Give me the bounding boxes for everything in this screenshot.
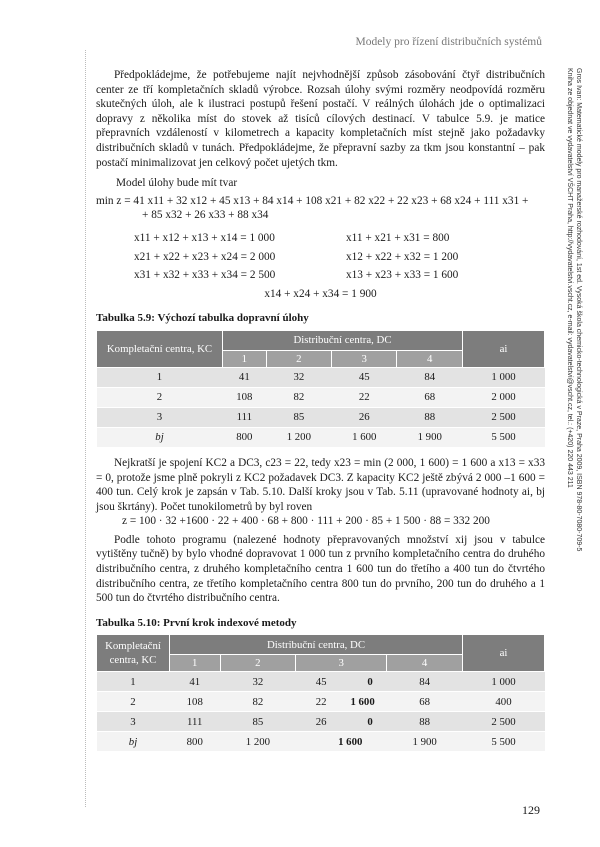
side-copyright-note <box>565 68 583 551</box>
table-cell: 68 <box>397 387 463 407</box>
running-header: Modely pro řízení distribučních systémů <box>355 36 542 48</box>
table-cell: 84 <box>397 367 463 387</box>
constraint: x11 + x21 + x31 = 800 <box>346 231 450 244</box>
row-label: 1 <box>97 672 170 692</box>
row-label: 2 <box>97 387 223 407</box>
constraint: x11 + x12 + x13 + x14 = 1 000 <box>134 231 275 244</box>
table-5-9 <box>96 330 545 448</box>
cost-value: 26 <box>315 715 327 728</box>
objective-line-1: min z = 41 x11 + 32 x12 + 45 x13 + 84 x14 + 108 x21 + 82 x22 + 22 x23 + 68 x24 + 111 x31 + <box>96 194 529 207</box>
table-cell: 1 900 <box>397 427 463 447</box>
table-cell: 1 200 <box>220 732 296 752</box>
constraints-grid <box>96 231 545 283</box>
row-label: 3 <box>97 407 223 427</box>
constraint: x13 + x23 + x33 = 1 600 <box>346 269 459 282</box>
dc-col-header: 2 <box>220 655 296 672</box>
table-5-10 <box>96 634 545 752</box>
table-cell: 82 <box>220 692 296 712</box>
table-cell: 41 <box>170 672 221 692</box>
table-row <box>97 732 545 752</box>
constraint: x21 + x22 + x23 + x24 = 2 000 <box>134 250 276 263</box>
row-label: 3 <box>97 712 170 732</box>
bj-label: bj <box>128 735 138 748</box>
table-cell: 32 <box>220 672 296 692</box>
table-row <box>97 712 545 732</box>
ai-cell: 2 500 <box>463 407 545 427</box>
table-cell: 88 <box>397 407 463 427</box>
table-cell: 41 <box>223 367 267 387</box>
intro-paragraph: Předpokládejme, že potřebujeme najít nejvhodnější způsob zásobování čtyř distribučních center ze tří kompletačních skladů výrobce. Rozsah úlohy svými rozměry neodpovídá rozměru skutečných úloh, ale k ilustraci postupů řešení postačí. V reálných úlohách jde o optimalizaci dopravy z několika míst do stovek až tisíců cílových destinací. V tabulce 5.9. je matice přepravních vzdáleností v kilometrech a kapacity kompletačních míst stejně jako požadavky distribučních skladů v tunách. Předpokládejme, že přepravní sazby za tkm jsou konstantní – pak postačí minimalizovat jen celkový počet ujetých tkm. <box>96 69 545 169</box>
table-cell: 84 <box>387 672 463 692</box>
table-cell: 800 <box>170 732 221 752</box>
dc-col-header: 2 <box>266 350 331 367</box>
table-cell: 800 <box>223 427 267 447</box>
table-cell: 111 <box>223 407 267 427</box>
formula-z: z = 100 · 32 +1600 · 22 + 400 · 68 + 800 · 111 + 200 · 85 + 1 500 · 88 = 332 200 <box>122 515 490 528</box>
table-cell: 1 600 <box>332 427 397 447</box>
table-cell: 88 <box>387 712 463 732</box>
dc-col-header: 3 <box>296 655 387 672</box>
dc-col-header: 1 <box>223 350 267 367</box>
dc-col-header: 4 <box>397 350 463 367</box>
table-cell: 108 <box>170 692 221 712</box>
model-title: Model úlohy bude mít tvar <box>116 177 238 190</box>
table-row <box>97 672 545 692</box>
table-row <box>97 692 545 712</box>
table-cell: 85 <box>220 712 296 732</box>
col-ai-header: ai <box>463 635 545 672</box>
table-cell: 111 <box>170 712 221 732</box>
table-cell: 1 200 <box>266 427 331 447</box>
row-label: 2 <box>97 692 170 712</box>
paragraph-3: Podle tohoto programu (nalezené hodnoty přepravovaných množství xij jsou v tabulce vytištěny tučně) by bylo vhodné dopravovat 1 000 tun z prvního kompletačního centra do druhého distribučního centra, z druhého kompletačního centra 1 600 tun do třetího a 400 tun do čtvrtého distribučního centra, ze třetího kompletačního centra 800 tun do prvního, 200 tun do druhého a 1 500 tun do čtvrtého distribučního centra. <box>96 533 545 605</box>
col-dc-header: Distribuční centra, DC <box>223 330 463 350</box>
row-label: 1 <box>97 367 223 387</box>
flow-value: 0 <box>367 675 373 688</box>
flow-value: 0 <box>367 715 373 728</box>
ai-cell: 400 <box>463 692 545 712</box>
col-dc-header: Distribuční centra, DC <box>170 635 463 655</box>
constraint-last: x14 + x24 + x34 = 1 900 <box>264 287 377 300</box>
table-cell <box>296 732 387 752</box>
paragraph-2: Nejkratší je spojení KC2 a DC3, c23 = 22, tedy x23 = min (2 000, 1 600) = 1 600 a x13 = x33 = 0, protože jsme plně pokryli z KC2 požadavek DC3. Z kapacity KC2 ještě zbývá 2 000 –1 600 = 400 tun. Celý krok je zapsán v Tab. 5.10. Další kroky jsou v Tab. 5.11 (upravované hodnoty ai, bj jsou škrtány). Počet tunokilometrů by byl roven <box>96 456 545 513</box>
table-5-9-title: Tabulka 5.9: Výchozí tabulka dopravní úlohy <box>96 312 309 325</box>
table-5-10-title: Tabulka 5.10: První krok indexové metody <box>96 616 297 629</box>
margin-rule <box>85 50 86 807</box>
table-row <box>97 367 545 387</box>
dc-col-header: 1 <box>170 655 221 672</box>
row-label <box>97 732 170 752</box>
objective-function <box>96 194 545 223</box>
row-label <box>97 427 223 447</box>
dc-col-header: 4 <box>387 655 463 672</box>
table-cell: 22 <box>332 387 397 407</box>
ai-cell: 5 500 <box>463 427 545 447</box>
side-note-line-1: Gros Ivan: Matematické modely pro manažerské rozhodování, 1st ed. Vysoká škola chemicko-technologická v Praze, Praha 2009, ISBN 978-80-7080-709-5 <box>575 68 582 552</box>
objective-line-2: + 85 x32 + 26 x33 + 88 x34 <box>142 209 269 222</box>
cost-value: 22 <box>315 695 327 708</box>
table-cell <box>296 672 387 692</box>
ai-cell: 2 000 <box>463 387 545 407</box>
flow-value: 1 600 <box>338 735 363 748</box>
table-cell: 26 <box>332 407 397 427</box>
col-ai-header: ai <box>463 330 545 367</box>
table-cell: 45 <box>332 367 397 387</box>
col-kc-header: Kompletační centra, KC <box>97 330 223 367</box>
constraint: x31 + x32 + x33 + x34 = 2 500 <box>134 269 276 282</box>
ai-cell: 1 000 <box>463 367 545 387</box>
table-cell: 85 <box>266 407 331 427</box>
flow-value: 1 600 <box>350 695 375 708</box>
table-cell: 68 <box>387 692 463 712</box>
page-content <box>96 68 545 752</box>
table-row <box>97 427 545 447</box>
table-cell <box>296 692 387 712</box>
page-number: 129 <box>522 803 540 817</box>
table-cell: 108 <box>223 387 267 407</box>
ai-cell: 5 500 <box>463 732 545 752</box>
dc-col-header: 3 <box>332 350 397 367</box>
side-note-line-2: Kniha ze objednat ve vydavatelství VŠCHT Praha, http://vydavatelstvi.vscht.cz, e-mail: vydavatelstvi@vscht.cz, tel.: (+420) 220 443 211 <box>566 68 573 488</box>
col-kc-header: Kompletační centra, KC <box>97 635 170 672</box>
ai-cell: 2 500 <box>463 712 545 732</box>
ai-cell: 1 000 <box>463 672 545 692</box>
table-cell: 82 <box>266 387 331 407</box>
table-cell: 32 <box>266 367 331 387</box>
cost-value: 45 <box>315 675 327 688</box>
table-cell: 1 900 <box>387 732 463 752</box>
table-row <box>97 387 545 407</box>
table-row <box>97 407 545 427</box>
table-cell <box>296 712 387 732</box>
bj-label: bj <box>155 431 164 444</box>
constraint: x12 + x22 + x32 = 1 200 <box>346 250 459 263</box>
